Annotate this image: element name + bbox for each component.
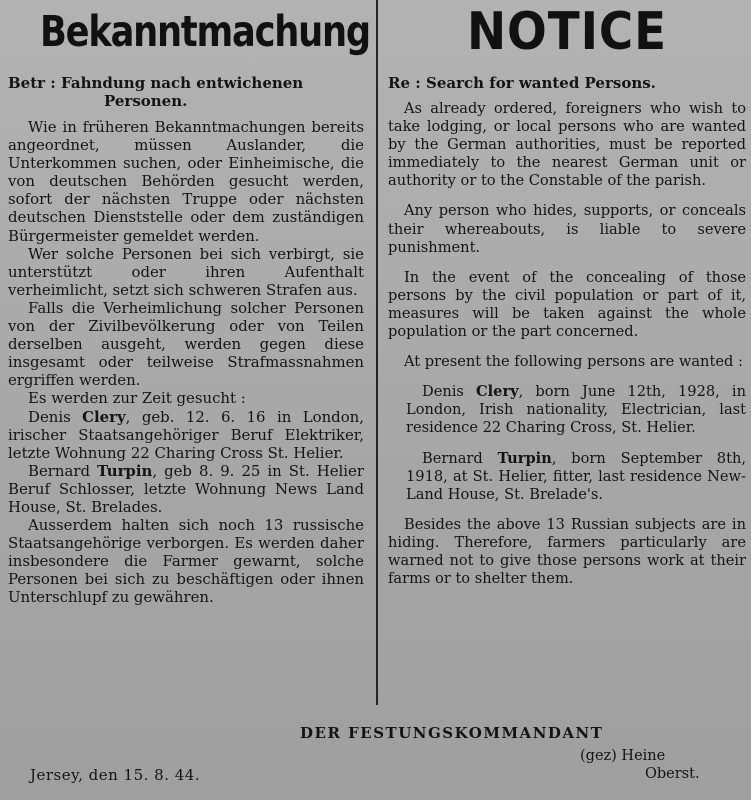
column-divider — [376, 0, 378, 705]
german-subject — [8, 74, 364, 110]
english-wanted-details: , born June 12th, 1928, in London, Irish nationality, Electrician, last residence 22 Charing Cross, St. Helier. — [406, 383, 746, 437]
german-subject-line2: Personen. — [104, 92, 188, 110]
english-paragraph: Any person who hides, supports, or conceals their whereabouts, is liable to severe punishment. — [388, 202, 746, 256]
english-wanted-details: , born September 8th, 1918, at St. Helier, fitter, last residence New-Land House, St. Brelade's. — [406, 449, 746, 503]
english-wanted-firstname: Bernard — [422, 449, 498, 467]
english-column — [388, 0, 746, 588]
german-wanted-firstname: Bernard — [28, 461, 98, 480]
german-headline: Bekanntmachung — [40, 7, 370, 57]
english-headline: NOTICE — [466, 2, 667, 62]
german-column — [8, 0, 370, 607]
german-wanted-surname: Turpin — [97, 461, 153, 480]
german-wanted-surname: Clery — [82, 407, 126, 426]
english-paragraph: In the event of the concealing of those persons by the civil population or part of it, measures will be taken against the whole population or the part concerned. — [388, 268, 746, 341]
english-wanted-person — [388, 450, 746, 504]
english-subject: Re : Search for wanted Persons. — [388, 74, 656, 92]
german-wanted-person — [8, 462, 364, 516]
german-wanted-details: , geb. 12. 6. 16 in London, irischer Staatsangehöriger Beruf Elektriker, letzte Wohnung 22 Charing Cross St. Helier. — [8, 407, 364, 462]
english-closing: Besides the above 13 Russian subjects are in hiding. Therefore, farmers particularly are warned not to give those persons work at their farms or to shelter them. — [388, 515, 746, 588]
english-wanted-surname: Turpin — [497, 449, 552, 467]
place-date: Jersey, den 15. 8. 44. — [30, 766, 201, 784]
german-subject-line1: Betr : Fahndung nach entwichenen — [8, 74, 304, 92]
signature-name: (gez) Heine — [580, 748, 666, 764]
german-wanted-details: , geb 8. 9. 25 in St. Helier Beruf Schlosser, letzte Wohnung News Land House, St. Brelades. — [8, 461, 364, 516]
english-body — [388, 100, 746, 588]
english-wanted-surname: Clery — [476, 383, 519, 401]
english-paragraph: At present the following persons are wanted : — [404, 353, 743, 371]
german-paragraph: Wer solche Personen bei sich verbirgt, sie unterstützt oder ihren Aufenthalt verheimlicht, setzt sich schweren Strafen aus. — [8, 244, 364, 299]
german-paragraph: Falls die Verheimlichung solcher Personen von der Zivilbevölkerung oder von Teilen derselben ausgeht, werden gegen diese insgesamt oder teilweise Strafmassnahmen ergriffen werden. — [8, 298, 364, 390]
german-wanted-firstname: Denis — [28, 407, 83, 426]
german-body — [8, 118, 364, 607]
english-paragraph: As already ordered, foreigners who wish to take lodging, or local persons who are wanted by the German authorities, must be reported immediately to the nearest German unit or authority or to the Constable of the parish. — [388, 100, 746, 190]
english-wanted-firstname: Denis — [422, 383, 477, 401]
signature-authority: DER FESTUNGSKOMMANDANT — [300, 724, 604, 742]
signature-rank: Oberst. — [645, 766, 700, 782]
german-paragraph: Wie in früheren Bekanntmachungen bereits angeordnet, müssen Auslander, die Unterkommen suchen, oder Einheimische, die von deutschen Behörden gesucht werden, sofort der nächsten Truppe oder nächsten deutschen Dienststelle oder dem zuständigen Bürgermeister gemeldet werden. — [8, 118, 364, 245]
german-wanted-person — [8, 408, 364, 462]
german-closing: Ausserdem halten sich noch 13 russische Staatsangehörige verborgen. Es werden daher insbesondere die Farmer gewarnt, solche Personen bei sich zu beschäftigen oder ihnen Unterschlupf zu gewähren. — [8, 516, 364, 607]
english-wanted-person — [388, 383, 746, 437]
german-paragraph: Es werden zur Zeit gesucht : — [28, 389, 246, 408]
